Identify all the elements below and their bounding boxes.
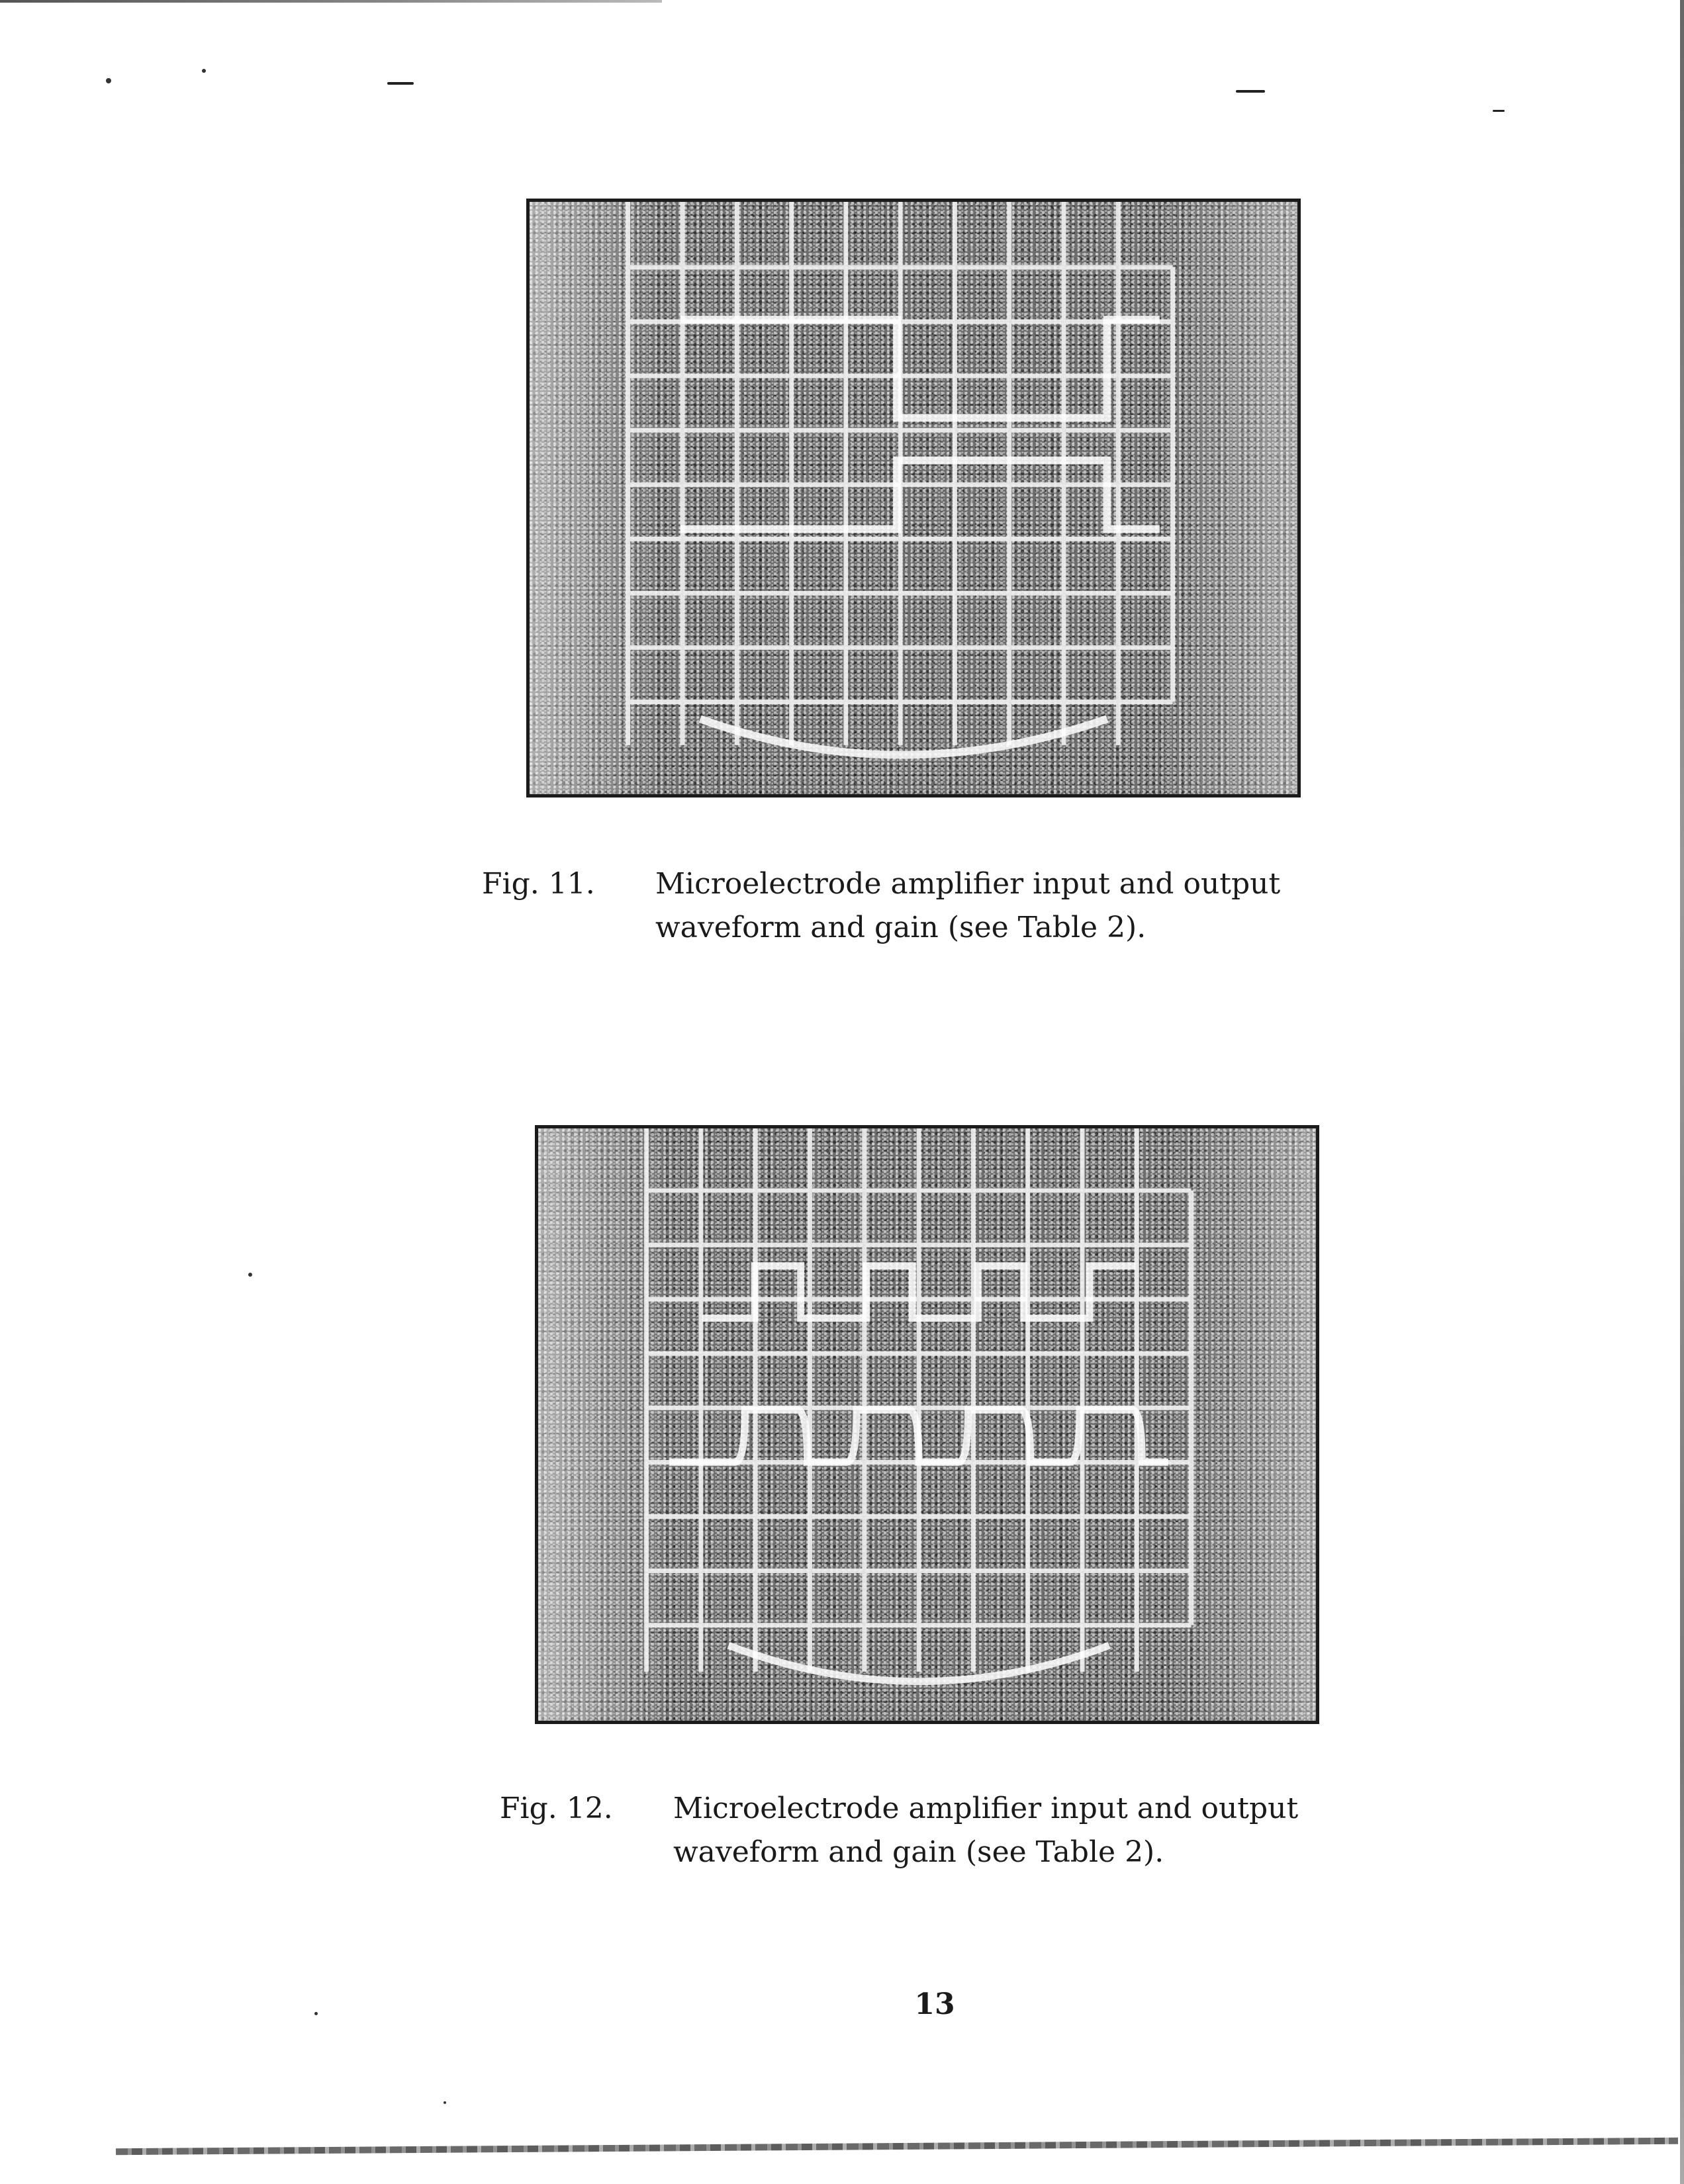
scan-mark <box>1493 110 1505 112</box>
scan-edge-right <box>1680 0 1684 2184</box>
figure-caption <box>500 1787 1427 1880</box>
scan-speck <box>202 69 206 73</box>
figure-label: Fig. 12. <box>500 1792 613 1825</box>
scan-edge-top <box>0 0 662 3</box>
oscilloscope-photo <box>526 199 1301 797</box>
page-number: 13 <box>914 1987 955 2021</box>
oscilloscope-photo <box>535 1125 1319 1724</box>
caption-line: Microelectrode amplifier input and output <box>655 867 1281 901</box>
scan-speck <box>314 2012 318 2015</box>
caption-line: waveform and gain (see Table 2). <box>655 911 1146 944</box>
oscilloscope-graticule <box>530 202 1297 794</box>
scan-speck <box>248 1273 252 1277</box>
scan-mark <box>1236 90 1265 93</box>
scan-speck <box>106 78 111 83</box>
scan-edge-bottom <box>116 2138 1678 2155</box>
oscilloscope-graticule <box>538 1128 1316 1721</box>
scan-mark <box>387 82 414 85</box>
caption-line: Microelectrode amplifier input and output <box>673 1792 1299 1825</box>
figure-label: Fig. 11. <box>482 867 595 901</box>
figure-caption <box>482 862 1409 955</box>
caption-line: waveform and gain (see Table 2). <box>673 1835 1164 1869</box>
scan-speck <box>444 2101 446 2104</box>
